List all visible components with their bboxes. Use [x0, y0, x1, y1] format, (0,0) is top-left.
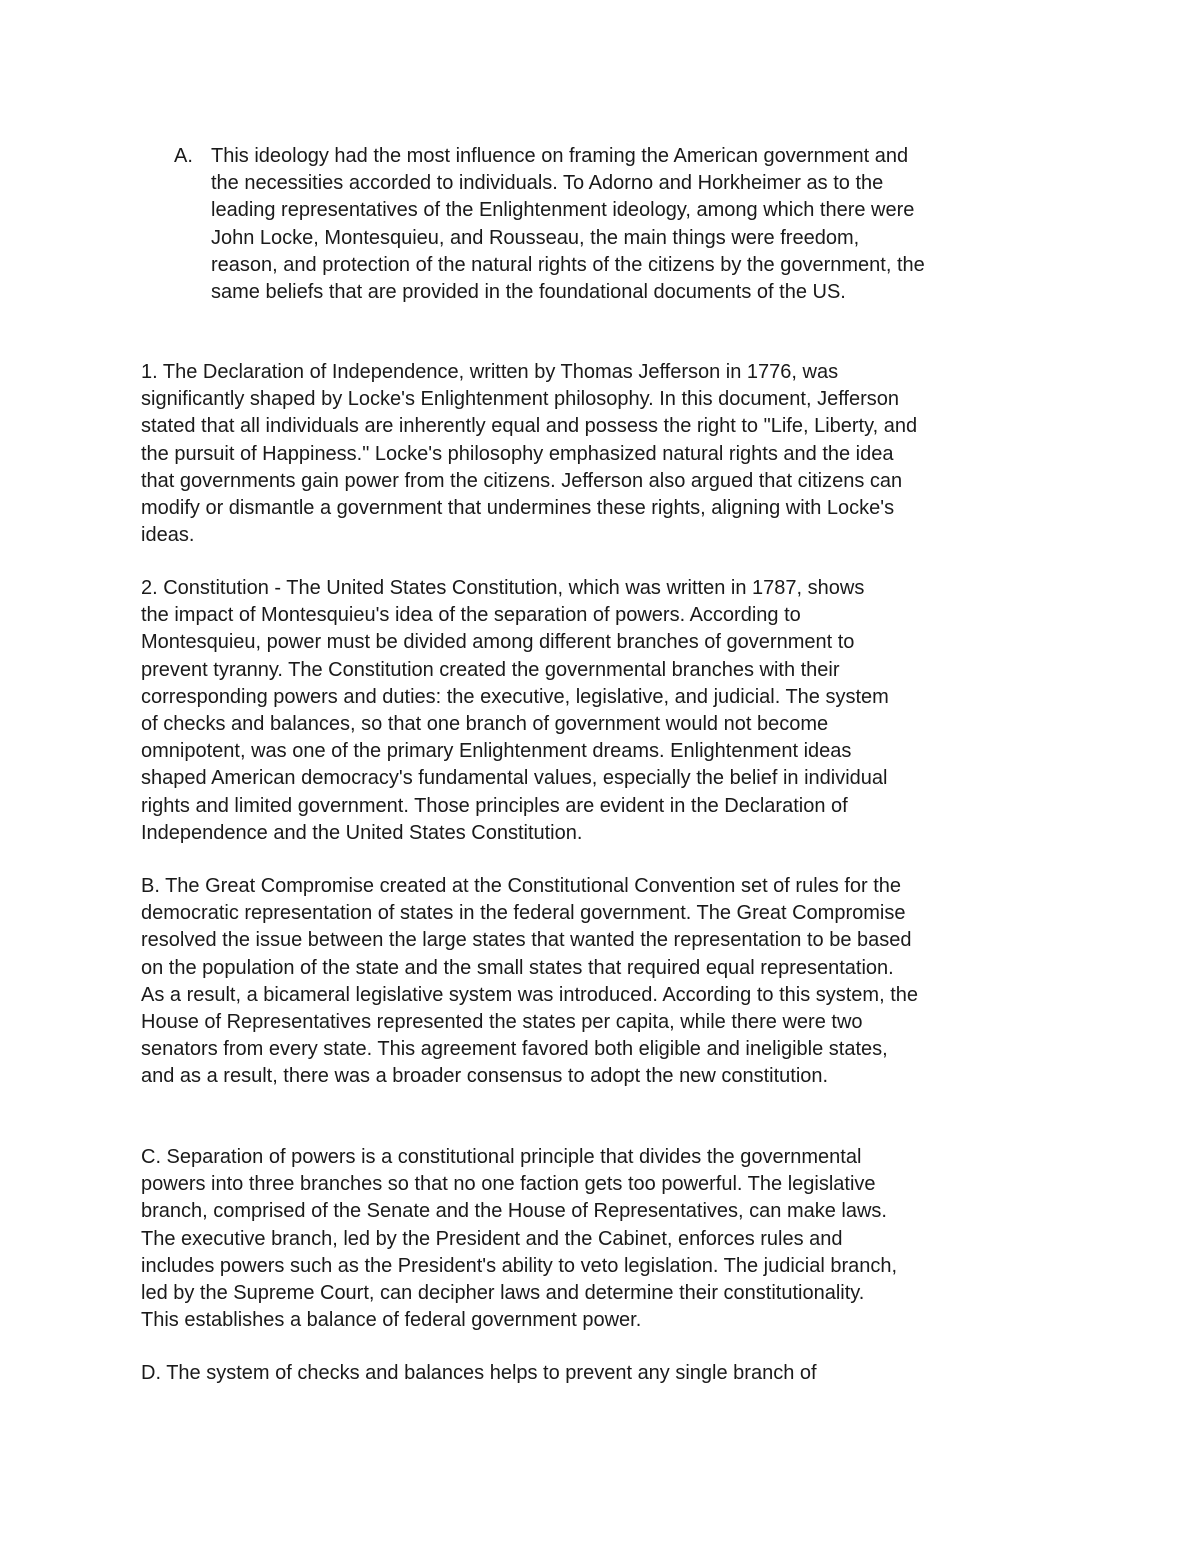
text-line: John Locke, Montesquieu, and Rousseau, the main things were freedom,	[211, 226, 860, 249]
text-line: Independence and the United States Constitution.	[141, 821, 583, 844]
text-line: includes powers such as the President's ability to veto legislation. The judicial branch,	[141, 1254, 898, 1277]
text-line: of checks and balances, so that one branch of government would not become	[141, 713, 829, 736]
text-line: D. The system of checks and balances helps to prevent any single branch of	[141, 1362, 817, 1384]
text-line: C. Separation of powers is a constitutional principle that divides the governmental	[141, 1146, 862, 1168]
text-line: that governments gain power from the citizens. Jefferson also argued that citizens can	[141, 469, 903, 492]
text-line: ideas.	[141, 524, 195, 547]
text-line: led by the Supreme Court, can decipher laws and determine their constitutionality.	[141, 1282, 865, 1305]
text-line: reason, and protection of the natural rights of the citizens by the government, the	[211, 253, 925, 276]
text-line: 2. Constitution - The United States Constitution, which was written in 1787, shows	[141, 577, 865, 599]
text-line: Montesquieu, power must be divided among different branches of government to	[141, 631, 855, 654]
paragraph-separation-of-powers	[141, 1144, 1066, 1334]
text-line: omnipotent, was one of the primary Enlightenment dreams. Enlightenment ideas	[141, 740, 852, 763]
text-line: the impact of Montesquieu's idea of the separation of powers. According to	[141, 604, 801, 627]
text-line: corresponding powers and duties: the executive, legislative, and judicial. The system	[141, 685, 889, 708]
text-line: resolved the issue between the large states that wanted the representation to be based	[141, 929, 912, 952]
list-marker-a: A.	[174, 145, 193, 167]
text-line: stated that all individuals are inherently equal and possess the right to "Life, Liberty, and	[141, 415, 918, 438]
list-item-a-text	[211, 143, 1071, 306]
text-line: the necessities accorded to individuals. To Adorno and Horkheimer as to the	[211, 172, 884, 195]
text-line: on the population of the state and the small states that required equal representation.	[141, 956, 894, 979]
text-line: prevent tyranny. The Constitution created the governmental branches with their	[141, 658, 840, 681]
text-line: 1. The Declaration of Independence, written by Thomas Jefferson in 1776, was	[141, 361, 839, 383]
text-line: the pursuit of Happiness." Locke's philosophy emphasized natural rights and the idea	[141, 442, 894, 465]
text-line: rights and limited government. Those principles are evident in the Declaration of	[141, 794, 848, 817]
text-line: same beliefs that are provided in the foundational documents of the US.	[211, 281, 846, 304]
text-line: B. The Great Compromise created at the Constitutional Convention set of rules for the	[141, 875, 902, 897]
text-line: branch, comprised of the Senate and the House of Representatives, can make laws.	[141, 1200, 887, 1223]
text-line: leading representatives of the Enlightenment ideology, among which there were	[211, 199, 915, 222]
text-line: The executive branch, led by the President and the Cabinet, enforces rules and	[141, 1227, 843, 1250]
text-line: This establishes a balance of federal government power.	[141, 1309, 642, 1332]
text-line: significantly shaped by Locke's Enlightenment philosophy. In this document, Jefferson	[141, 388, 899, 411]
text-line: modify or dismantle a government that undermines these rights, aligning with Locke's	[141, 497, 895, 520]
text-line: This ideology had the most influence on framing the American government and	[211, 145, 909, 167]
paragraph-declaration	[141, 359, 1066, 549]
text-line: As a result, a bicameral legislative system was introduced. According to this system, the	[141, 983, 919, 1006]
paragraph-constitution	[141, 575, 1066, 847]
text-line: shaped American democracy's fundamental values, especially the belief in individual	[141, 767, 888, 790]
paragraph-checks-and-balances	[141, 1360, 1066, 1387]
text-line: powers into three branches so that no one faction gets too powerful. The legislative	[141, 1173, 876, 1196]
text-line: and as a result, there was a broader consensus to adopt the new constitution.	[141, 1065, 829, 1088]
text-line: senators from every state. This agreement favored both eligible and ineligible states,	[141, 1038, 888, 1061]
text-line: House of Representatives represented the states per capita, while there were two	[141, 1011, 863, 1034]
text-line: democratic representation of states in the federal government. The Great Compromise	[141, 902, 906, 925]
paragraph-great-compromise	[141, 873, 1066, 1091]
